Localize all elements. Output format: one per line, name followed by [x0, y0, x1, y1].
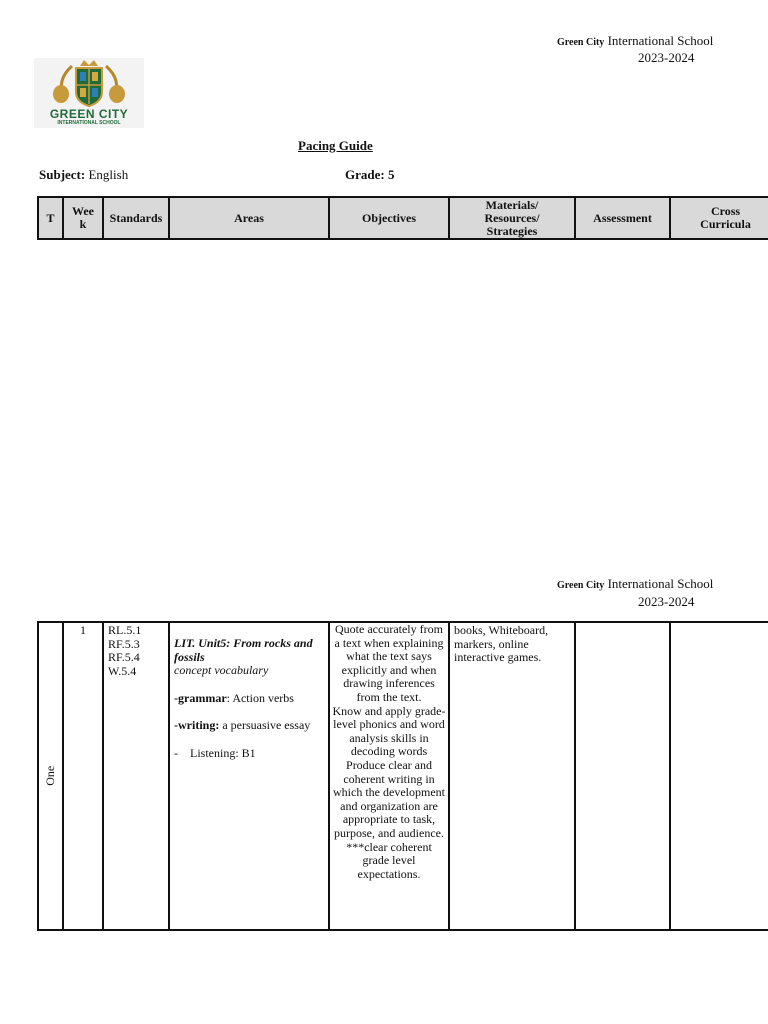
page-title: Pacing Guide [298, 138, 373, 153]
term-label: One [42, 766, 57, 786]
materials-cell: books, Whiteboard, markers, online interactive games. [449, 622, 575, 930]
subject-label: Subject: [39, 167, 86, 182]
school-year-second: 2023-2024 [638, 594, 695, 609]
school-name-prefix: Green City [557, 37, 605, 48]
subject-field [39, 167, 128, 183]
standard-item: RL.5.1 [108, 623, 142, 637]
school-name [557, 33, 713, 49]
col-standards: Standards [103, 197, 169, 239]
table-row [38, 622, 768, 930]
unit-title: LIT. Unit5: From rocks and fossils [174, 636, 313, 664]
writing-value: a persuasive essay [219, 718, 311, 733]
listening-line: - Listening: B1 [174, 745, 256, 760]
pacing-table-body [37, 621, 768, 931]
subject-value: English [88, 167, 129, 182]
week-cell: 1 [63, 622, 103, 930]
col-term: T [38, 197, 63, 239]
col-cross-curricula: Cross Curricula [670, 197, 768, 239]
writing-label: -writing: [174, 718, 220, 733]
standard-item: RF.5.4 [108, 650, 140, 665]
writing-line [174, 719, 324, 733]
school-year: 2023-2024 [638, 50, 695, 65]
grade-field [345, 167, 394, 183]
school-name-second [557, 576, 713, 592]
col-materials: Materials/ Resources/ Strategies [449, 197, 575, 239]
pacing-table-header [37, 196, 768, 240]
grade-value: 5 [387, 167, 395, 182]
concept-vocabulary: concept vocabulary [174, 663, 269, 678]
grammar-line [174, 692, 324, 706]
school-name-prefix-second: Green City [557, 580, 605, 591]
grammar-label: -grammar [174, 690, 227, 705]
col-assessment: Assessment [575, 197, 670, 239]
col-objectives: Objectives [329, 197, 449, 239]
assessment-cell [575, 622, 670, 930]
col-areas: Areas [169, 197, 329, 239]
school-name-rest-second: International School [607, 576, 714, 591]
logo-name-line1: GREEN CITY [49, 107, 129, 121]
term-cell [38, 622, 63, 930]
areas-cell [169, 622, 329, 930]
school-name-rest: International School [607, 33, 714, 48]
logo-name-line2: INTERNATIONAL SCHOOL [57, 120, 121, 126]
standards-cell [103, 622, 169, 930]
col-week: Wee k [63, 197, 103, 239]
standard-item: W.5.4 [108, 663, 137, 678]
objectives-cell: Quote accurately from a text when explaining what the text says explicitly and when drawing inferences from the text. Know and apply grade-level phonics and word analysis skills in decoding words Produce clear and coherent writing in which the development and organization are appropriate to task, purpose, and audience. ***clear coherent grade level expectations. [329, 622, 449, 930]
grade-label: Grade: [345, 167, 385, 182]
grammar-value: : Action verbs [226, 690, 294, 705]
school-logo [34, 58, 144, 128]
standard-item: RF.5.3 [108, 636, 140, 651]
cross-curricula-cell [670, 622, 768, 930]
